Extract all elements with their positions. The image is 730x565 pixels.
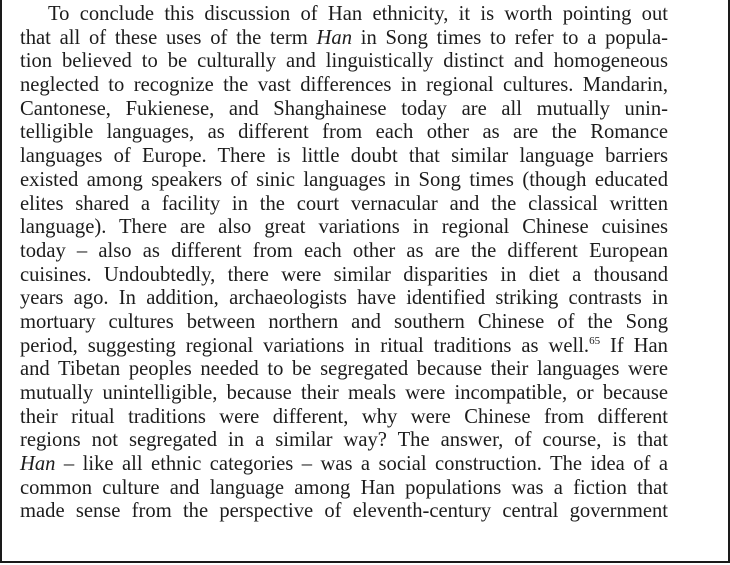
text-line bbox=[20, 3, 668, 27]
text-run: tion believed to be culturally and linguistically distinct and homogeneous bbox=[20, 50, 668, 73]
text-run: elites shared a facility in the court vernacular and the classical written bbox=[20, 192, 668, 215]
text-line bbox=[20, 145, 668, 169]
text-line bbox=[20, 500, 668, 524]
text-line bbox=[20, 193, 668, 217]
text-run: in Song times to refer to a popula- bbox=[352, 26, 668, 49]
text-run: their ritual traditions were different, why were Chinese from different bbox=[20, 405, 668, 428]
text-run: period, suggesting regional variations in ritual traditions as well. bbox=[20, 334, 590, 357]
text-line bbox=[20, 121, 668, 145]
text-run: If Han bbox=[600, 334, 668, 357]
text-line bbox=[20, 311, 668, 335]
text-line bbox=[20, 287, 668, 311]
text-run: today – also as different from each other as are the different European bbox=[20, 239, 668, 262]
text-line bbox=[20, 50, 668, 74]
text-run: cuisines. Undoubtedly, there were similar disparities in diet a thousand bbox=[20, 263, 668, 286]
italic-term: Han bbox=[316, 26, 352, 49]
text-line bbox=[20, 27, 668, 51]
text-run: made sense from the perspective of eleventh-century central government bbox=[20, 500, 668, 523]
text-run: neglected to recognize the vast differences in regional cultures. Mandarin, bbox=[20, 74, 668, 97]
text-run: language). There are also great variations in regional Chinese cuisines bbox=[20, 216, 668, 239]
text-line bbox=[20, 382, 668, 406]
text-line bbox=[20, 429, 668, 453]
text-run: languages of Europe. There is little doubt that similar language barriers bbox=[20, 145, 668, 168]
text-run: regions not segregated in a similar way? The answer, of course, is that bbox=[20, 429, 668, 452]
text-run: years ago. In addition, archaeologists have identified striking contrasts in bbox=[20, 287, 668, 310]
text-line bbox=[20, 98, 668, 122]
text-line bbox=[20, 240, 668, 264]
text-run: telligible languages, as different from each other as are the Romance bbox=[20, 121, 668, 144]
text-run: mortuary cultures between northern and southern Chinese of the Song bbox=[20, 310, 668, 333]
text-line bbox=[20, 335, 668, 359]
text-line bbox=[20, 74, 668, 98]
text-line bbox=[20, 169, 668, 193]
text-line bbox=[20, 477, 668, 501]
text-run: and Tibetan peoples needed to be segregated because their languages were bbox=[20, 358, 668, 381]
italic-term: Han bbox=[20, 453, 56, 476]
footnote-marker: 65 bbox=[589, 334, 601, 347]
text-line bbox=[20, 406, 668, 430]
text-line bbox=[20, 453, 668, 477]
text-line bbox=[20, 358, 668, 382]
text-line bbox=[20, 264, 668, 288]
text-run: common culture and language among Han populations was a fiction that bbox=[20, 476, 668, 499]
text-run: – like all ethnic categories – was a social construction. The idea of a bbox=[55, 453, 668, 476]
text-line bbox=[20, 216, 668, 240]
text-run: Cantonese, Fukienese, and Shanghainese today are all mutually unin- bbox=[20, 97, 668, 120]
text-run: existed among speakers of sinic languages in Song times (though educated bbox=[20, 168, 668, 191]
text-run: mutually unintelligible, because their meals were incompatible, or because bbox=[20, 382, 668, 404]
text-run: To conclude this discussion of Han ethnicity, it is worth pointing out bbox=[48, 3, 668, 25]
document-page bbox=[20, 3, 668, 524]
text-run: that all of these uses of the term bbox=[20, 26, 317, 49]
